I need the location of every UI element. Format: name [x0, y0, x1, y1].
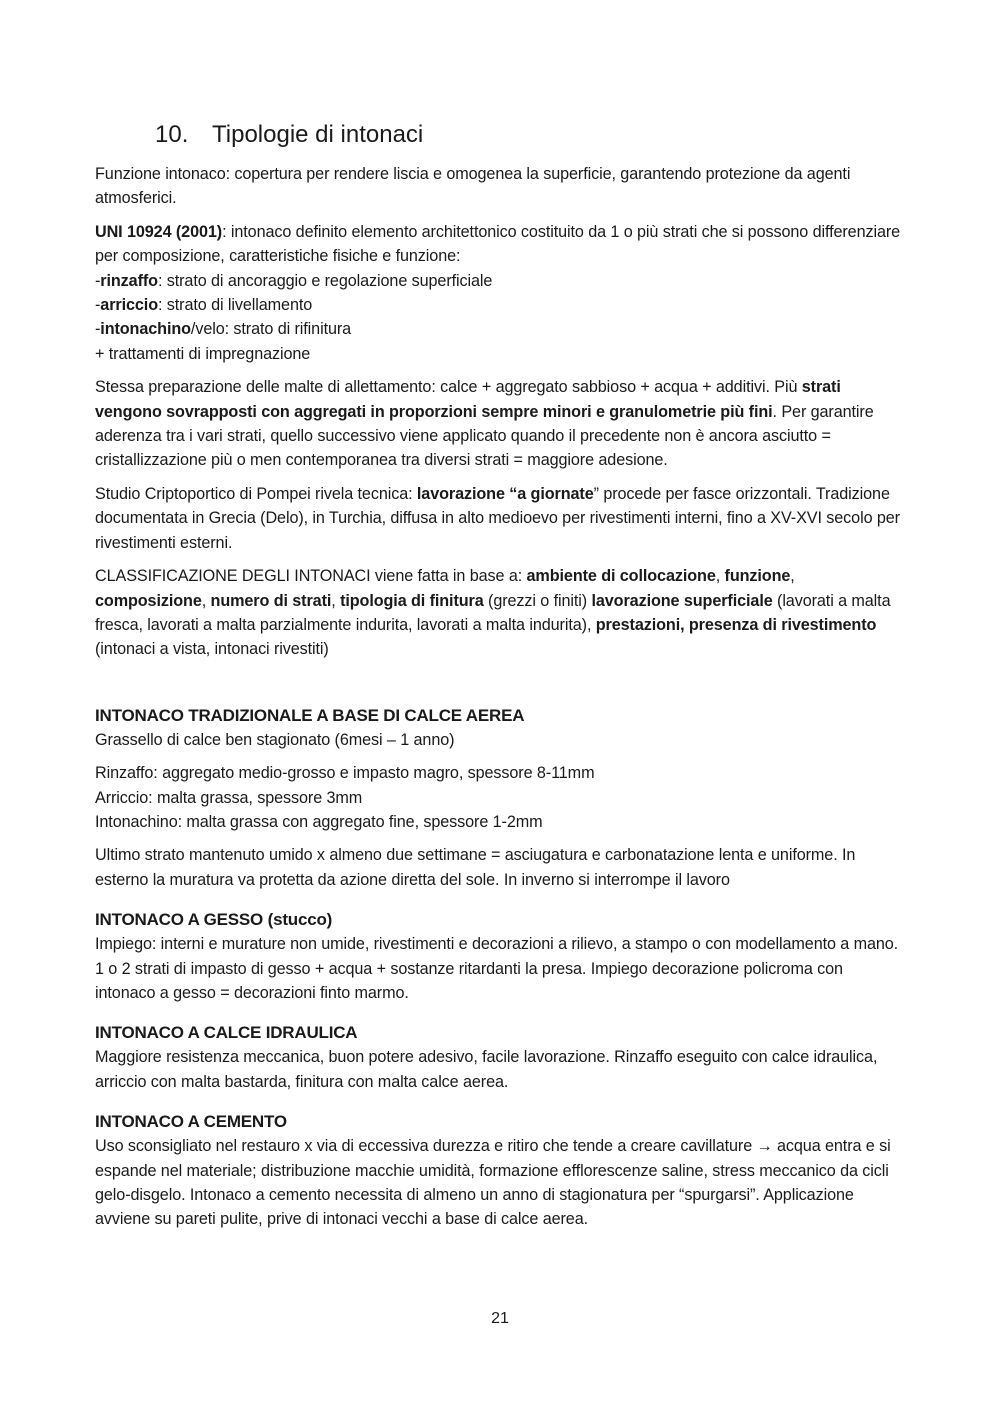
tradizionale-layers — [95, 761, 907, 834]
prep-text-b: . Per garantire aderenza tra i vari strati, quello successivo viene applicato quando il precedente non è ancora asciutto = cristallizzazione più o men contemporanea tra diversi strati = maggiore adesione. — [95, 402, 874, 470]
layer-prefix: - — [95, 320, 101, 339]
class-text: (lavorati a malta fresca, lavorati a malta parzialmente indurita, lavorati a malta indurita), — [95, 591, 891, 634]
classification-paragraph — [95, 564, 907, 662]
pompei-text-a: Studio Criptoportico di Pompei rivela tecnica: — [95, 484, 417, 503]
class-bold: prestazioni, presenza di rivestimento — [595, 615, 877, 634]
rinzaffo-line: Rinzaffo: aggregato medio-grosso e impasto magro, spessore 8-11mm — [95, 764, 595, 783]
class-lead: CLASSIFICAZIONE DEGLI INTONACI viene fatta in base a: — [95, 567, 527, 586]
pompei-text-b: ” procede per fasce orizzontali. Tradizione documentata in Grecia (Delo), in Turchia, diffusa in alto medioevo per rivestimenti interni, fino a XV-XVI secolo per rivestimenti esterni. — [95, 484, 900, 552]
layer-prefix: - — [95, 271, 101, 290]
preparation-paragraph — [95, 375, 907, 473]
gesso-paragraph: Impiego: interni e murature non umide, rivestimenti e decorazioni a rilievo, a stampo o con modellamento a mano. 1 o 2 strati di impasto di gesso + acqua + sostanze ritardanti la presa. Impiego decorazione policroma con intonaco a gesso = decorazioni finto marmo. — [95, 935, 899, 1002]
section-title: Tipologie di intonaci — [212, 121, 424, 148]
prep-text-a: Stessa preparazione delle malte di allettamento: calce + aggregato sabbioso + acqua + additivi. Più — [95, 378, 802, 397]
class-bold: composizione — [95, 591, 202, 610]
subsection-heading-idraulica: INTONACO A CALCE IDRAULICA — [95, 1023, 358, 1043]
class-bold: numero di strati — [210, 591, 332, 610]
subsection-heading-gesso: INTONACO A GESSO (stucco) — [95, 910, 333, 930]
tradizionale-grassello: Grassello di calce ben stagionato (6mesi – 1 anno) — [95, 730, 455, 749]
layer-desc-arriccio: : strato di livellamento — [158, 296, 313, 315]
layer-extra: + trattamenti di impregnazione — [95, 344, 311, 363]
class-bold: funzione — [724, 567, 791, 586]
section-number: 10. — [155, 121, 189, 148]
spacer — [95, 671, 907, 703]
class-text: (grezzi o finiti) — [483, 591, 592, 610]
subsection-heading-tradizionale: INTONACO TRADIZIONALE A BASE DI CALCE AEREA — [95, 705, 525, 725]
uni-text: : intonaco definito elemento architettonico costituito da 1 o più strati che si possono differenziare per composizione, caratteristiche fisiche e funzione: — [95, 222, 901, 266]
uni-reference: UNI 10924 (2001) — [95, 222, 223, 241]
class-bold: tipologia di finitura — [340, 591, 484, 610]
arriccio-line: Arriccio: malta grassa, spessore 3mm — [95, 788, 363, 807]
class-bold: lavorazione superficiale — [591, 591, 773, 610]
layer-term-intonachino: intonachino — [100, 320, 191, 339]
page-number: 21 — [491, 1310, 509, 1327]
uni-paragraph — [95, 220, 907, 366]
class-text: , — [201, 591, 211, 610]
layer-term-rinzaffo: rinzaffo — [100, 271, 158, 290]
class-text: , — [790, 567, 795, 586]
intro-paragraph: Funzione intonaco: copertura per rendere liscia e omogenea la superficie, garantendo protezione da agenti atmosferici. — [95, 165, 851, 208]
pompei-paragraph — [95, 482, 907, 555]
prep-bold: strati vengono sovrapposti con aggregati in proporzioni sempre minori e granulometrie più fini — [95, 378, 841, 421]
pompei-bold: lavorazione “a giornate — [416, 484, 594, 503]
layer-desc-intonachino: /velo: strato di rifinitura — [190, 320, 352, 339]
class-text: (intonaci a vista, intonaci rivestiti) — [95, 640, 329, 659]
idraulica-paragraph: Maggiore resistenza meccanica, buon potere adesivo, facile lavorazione. Rinzaffo eseguito con calce idraulica, arriccio con malta bastarda, finitura con malta calce aerea. — [95, 1048, 878, 1091]
cemento-paragraph: Uso sconsigliato nel restauro x via di eccessiva durezza e ritiro che tende a creare cavillature → acqua entra e si espande nel materiale; distribuzione macchie umidità, formazione efflorescenze saline, stress meccanico da cicli gelo-disgelo. Intonaco a cemento necessita di almeno un anno di stagionatura per “spurgarsi”. Applicazione avviene su pareti pulite, prive di intonaci vecchi a base di calce aerea. — [95, 1137, 891, 1229]
layer-term-arriccio: arriccio — [100, 296, 158, 315]
page-content — [95, 118, 907, 1232]
class-bold: ambiente di collocazione — [526, 567, 716, 586]
tradizionale-ultimo: Ultimo strato mantenuto umido x almeno due settimane = asciugatura e carbonatazione lenta e uniforme. In esterno la muratura va protetta da azione diretta del sole. In inverno si interrompe il lavoro — [95, 846, 856, 889]
layer-desc-rinzaffo: : strato di ancoraggio e regolazione superficiale — [157, 271, 493, 290]
section-heading — [155, 118, 907, 152]
subsection-heading-cemento: INTONACO A CEMENTO — [95, 1112, 287, 1132]
class-text: , — [331, 591, 341, 610]
layer-prefix: - — [95, 296, 101, 315]
intonachino-line: Intonachino: malta grassa con aggregato fine, spessore 1-2mm — [95, 812, 543, 831]
class-text: , — [715, 567, 725, 586]
